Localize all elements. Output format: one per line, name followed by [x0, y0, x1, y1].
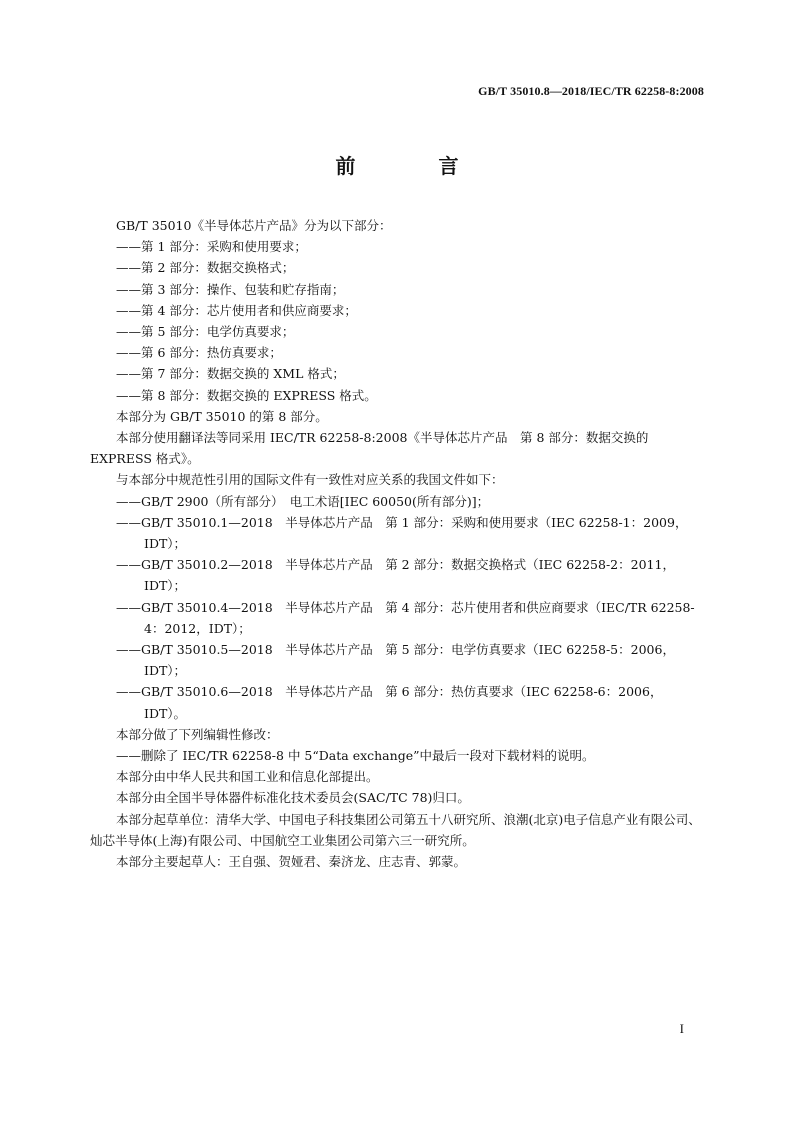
part-list-item: ——第 2 部分：数据交换格式；: [116, 260, 295, 276]
reference-list-item: ——GB/T 35010.4—2018 半导体芯片产品 第 4 部分：芯片使用者和供应商要求（IEC/TR 62258-4：2012，IDT）；: [116, 599, 695, 636]
body-paragraph: 本部分起草单位：清华大学、中国电子科技集团公司第五十八研究所、浪潮(北京)电子信息产业有限公司、灿芯半导体(上海)有限公司、中国航空工业集团公司第六三一研究所。: [90, 811, 701, 848]
part-list-item: ——第 8 部分：数据交换的 EXPRESS 格式。: [116, 387, 377, 403]
body-paragraph: 本部分由全国半导体器件标准化技术委员会(SAC/TC 78)归口。: [116, 790, 470, 806]
part-list-item: ——第 1 部分：采购和使用要求；: [116, 239, 307, 255]
part-list-item: ——第 7 部分：数据交换的 XML 格式；: [116, 366, 345, 382]
intro-paragraph: GB/T 35010《半导体芯片产品》分为以下部分：: [116, 218, 392, 233]
reference-list-item: ——GB/T 35010.5—2018 半导体芯片产品 第 5 部分：电学仿真要求（IEC 62258-5：2006，IDT）；: [116, 642, 675, 679]
reference-list-item: ——GB/T 35010.2—2018 半导体芯片产品 第 2 部分：数据交换格式（IEC 62258-2：2011，IDT）；: [116, 557, 675, 594]
body-paragraph: 本部分做了下列编辑性修改：: [116, 726, 279, 742]
part-list-item: ——第 3 部分：操作、包装和贮存指南；: [116, 281, 345, 297]
part-list-item: ——第 6 部分：热仿真要求；: [116, 345, 282, 361]
page-number: I: [679, 1021, 684, 1036]
reference-list-item: ——GB/T 35010.1—2018 半导体芯片产品 第 1 部分：采购和使用要求（IEC 62258-1：2009，IDT）；: [116, 514, 688, 552]
body-paragraph: 本部分使用翻译法等同采用 IEC/TR 62258-8:2008《半导体芯片产品 第 8 部分：数据交换的 EXPRESS 格式》。: [90, 430, 649, 467]
reference-list-item: ——GB/T 35010.6—2018 半导体芯片产品 第 6 部分：热仿真要求（IEC 62258-6：2006，IDT）。: [116, 684, 663, 721]
standard-code-header: GB/T 35010.8—2018/IEC/TR 62258-8:2008: [478, 84, 704, 98]
modification-list-item: ——删除了 IEC/TR 62258-8 中 5“Data exchange”中最后一段对下载材料的说明。: [116, 748, 595, 764]
part-list-item: ——第 5 部分：电学仿真要求；: [116, 324, 295, 340]
reference-list-item: ——GB/T 2900（所有部分） 电工术语[IEC 60050(所有部分)]；: [116, 493, 490, 509]
part-list-item: ——第 4 部分：芯片使用者和供应商要求；: [116, 302, 357, 318]
foreword-body: [90, 215, 704, 872]
body-paragraph: 本部分为 GB/T 35010 的第 8 部分。: [116, 408, 328, 424]
body-paragraph: 本部分主要起草人：王自强、贺娅君、秦济龙、庄志青、郭蒙。: [116, 854, 467, 870]
page-title: 前 言: [335, 154, 497, 178]
body-paragraph: 与本部分中规范性引用的国际文件有一致性对应关系的我国文件如下：: [116, 472, 504, 488]
body-paragraph: 本部分由中华人民共和国工业和信息化部提出。: [116, 769, 379, 785]
